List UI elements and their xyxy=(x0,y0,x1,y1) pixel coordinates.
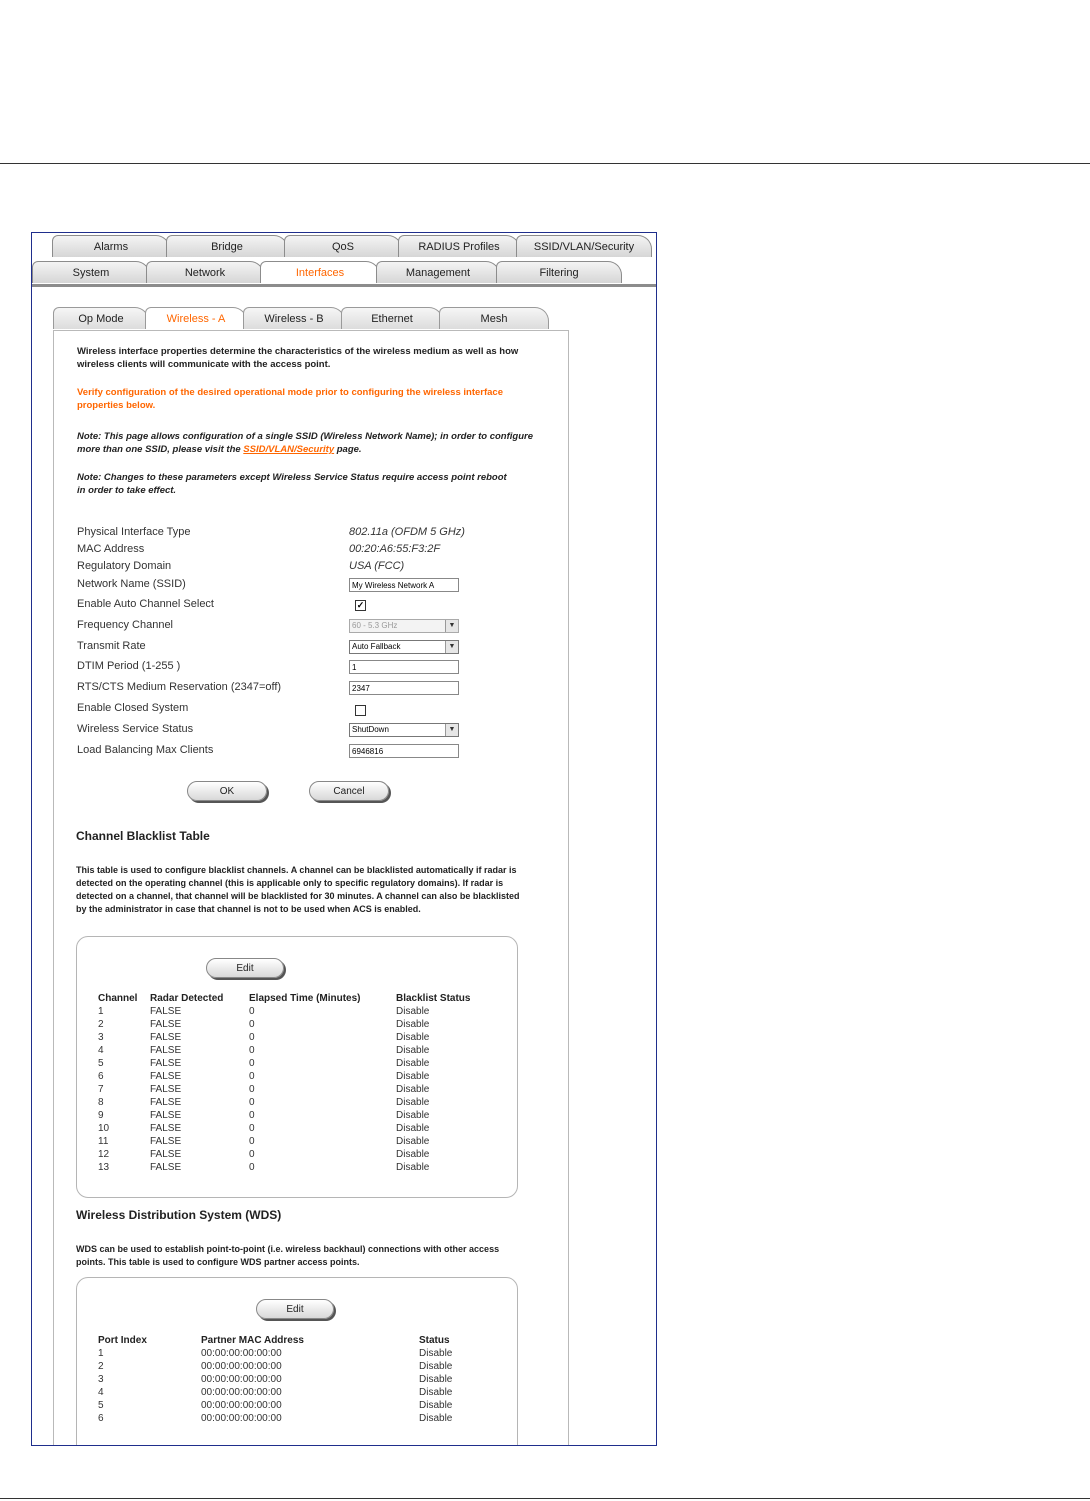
value-domain: USA (FCC) xyxy=(349,560,405,572)
subtab-wireless-a[interactable]: Wireless - A xyxy=(145,307,247,329)
lb-max-clients-input[interactable]: 6946816 xyxy=(349,744,459,758)
tab-network[interactable]: Network xyxy=(146,261,264,283)
blacklist-cell: FALSE xyxy=(150,1071,182,1082)
chevron-down-icon: ▼ xyxy=(445,620,458,632)
main-tab-row xyxy=(32,261,656,285)
tab-bridge[interactable]: Bridge xyxy=(166,235,288,257)
blacklist-cell: Disable xyxy=(396,1097,430,1108)
warning-text: Verify configuration of the desired operational mode prior to configuring the wireless interface properties below. xyxy=(77,387,503,411)
blacklist-cell: 0 xyxy=(249,1136,255,1147)
ssid-vlan-security-link[interactable]: SSID/VLAN/Security xyxy=(243,444,335,455)
blacklist-cell: Disable xyxy=(396,1019,430,1030)
closed-system-checkbox[interactable] xyxy=(355,705,366,716)
tab-system[interactable]: System xyxy=(32,261,150,283)
ok-button[interactable]: OK xyxy=(187,781,267,801)
wds-cell: Disable xyxy=(419,1413,453,1424)
note-ssid-after: page. xyxy=(334,444,362,455)
blacklist-cell: 0 xyxy=(249,1162,255,1173)
screenshot-frame xyxy=(31,232,657,1446)
blacklist-cell: 0 xyxy=(249,1071,255,1082)
subtab-mesh[interactable]: Mesh xyxy=(439,307,549,329)
service-status-value: ShutDown xyxy=(352,725,389,734)
wds-cell: 4 xyxy=(98,1387,104,1398)
blacklist-cell: Disable xyxy=(396,1045,430,1056)
blacklist-header: Blacklist Status xyxy=(396,993,471,1004)
wds-cell: Disable xyxy=(419,1387,453,1398)
blacklist-cell: Disable xyxy=(396,1110,430,1121)
blacklist-header: Elapsed Time (Minutes) xyxy=(249,993,361,1004)
blacklist-cell: FALSE xyxy=(150,1123,182,1134)
cancel-button[interactable]: Cancel xyxy=(309,781,389,801)
wds-cell: 00:00:00:00:00:00 xyxy=(201,1413,282,1424)
blacklist-cell: 0 xyxy=(249,1032,255,1043)
subtab-ethernet[interactable]: Ethernet xyxy=(341,307,443,329)
label-lb: Load Balancing Max Clients xyxy=(77,744,214,756)
blacklist-cell: Disable xyxy=(396,1071,430,1082)
blacklist-cell: 13 xyxy=(98,1162,110,1173)
blacklist-cell: FALSE xyxy=(150,1032,182,1043)
subtab-wireless-b[interactable]: Wireless - B xyxy=(243,307,345,329)
wds-cell: 00:00:00:00:00:00 xyxy=(201,1361,282,1372)
page-top-rule xyxy=(0,163,1090,164)
blacklist-cell: 0 xyxy=(249,1019,255,1030)
intro-text: Wireless interface properties determine the characteristics of the wireless medium as well as how wireless clients will communicate with the access point. xyxy=(77,346,519,370)
chevron-down-icon: ▼ xyxy=(445,724,458,736)
page-bottom-rule xyxy=(0,1498,1090,1499)
blacklist-cell: FALSE xyxy=(150,1019,182,1030)
wds-cell: Disable xyxy=(419,1361,453,1372)
blacklist-cell: FALSE xyxy=(150,1097,182,1108)
label-freq: Frequency Channel xyxy=(77,619,174,631)
blacklist-cell: FALSE xyxy=(150,1110,182,1121)
blacklist-table-box xyxy=(76,936,518,1198)
rts-input[interactable]: 2347 xyxy=(349,681,459,695)
wds-cell: 6 xyxy=(98,1413,104,1424)
label-rts: RTS/CTS Medium Reservation (2347=off) xyxy=(77,681,282,693)
wds-header: Partner MAC Address xyxy=(201,1335,304,1346)
value-phy-type: 802.11a (OFDM 5 GHz) xyxy=(349,526,465,538)
blacklist-cell: FALSE xyxy=(150,1162,182,1173)
wds-cell: Disable xyxy=(419,1374,453,1385)
blacklist-cell: 0 xyxy=(249,1149,255,1160)
blacklist-header: Radar Detected xyxy=(150,993,224,1004)
blacklist-cell: 1 xyxy=(98,1006,104,1017)
blacklist-description: This table is used to configure blacklist channels. A channel can be blacklisted automatically if radar is detected on the operating channel (this is applicable only to specific regulatory domains). If radar is detected on a channel, that channel will be blacklisted for 30 minutes. A channel can also be blacklisted by the administrator in case that channel is not to be used when ACS is enabled. xyxy=(76,865,520,914)
wds-cell: 00:00:00:00:00:00 xyxy=(201,1400,282,1411)
ssid-input[interactable]: My Wireless Network A xyxy=(349,578,459,592)
frequency-channel-select[interactable] xyxy=(349,619,459,633)
blacklist-cell: FALSE xyxy=(150,1006,182,1017)
wds-cell: 2 xyxy=(98,1361,104,1372)
blacklist-cell: FALSE xyxy=(150,1045,182,1056)
blacklist-cell: 5 xyxy=(98,1058,104,1069)
value-mac: 00:20:A6:55:F3:2F xyxy=(349,543,441,555)
blacklist-cell: 6 xyxy=(98,1071,104,1082)
tab-alarms[interactable]: Alarms xyxy=(52,235,170,257)
blacklist-cell: 12 xyxy=(98,1149,110,1160)
frequency-channel-value: 60 - 5.3 GHz xyxy=(352,621,398,630)
blacklist-cell: FALSE xyxy=(150,1058,182,1069)
label-rate: Transmit Rate xyxy=(77,640,146,652)
blacklist-cell: Disable xyxy=(396,1162,430,1173)
wds-description: WDS can be used to establish point-to-point (i.e. wireless backhaul) connections with other access points. This table is used to configure WDS partner access points. xyxy=(76,1244,500,1267)
label-dtim: DTIM Period (1-255 ) xyxy=(77,660,181,672)
blacklist-title: Channel Blacklist Table xyxy=(76,829,210,843)
wds-cell: 00:00:00:00:00:00 xyxy=(201,1348,282,1359)
wds-cell: Disable xyxy=(419,1400,453,1411)
label-service-status: Wireless Service Status xyxy=(77,723,194,735)
wds-header: Status xyxy=(419,1335,450,1346)
subtab-op-mode[interactable]: Op Mode xyxy=(53,307,149,329)
wds-cell: 3 xyxy=(98,1374,104,1385)
tab-filtering[interactable]: Filtering xyxy=(496,261,622,283)
blacklist-cell: Disable xyxy=(396,1006,430,1017)
label-auto-channel: Enable Auto Channel Select xyxy=(77,598,214,610)
tab-qos[interactable]: QoS xyxy=(284,235,402,257)
blacklist-cell: Disable xyxy=(396,1084,430,1095)
blacklist-cell: 0 xyxy=(249,1097,255,1108)
blacklist-cell: 8 xyxy=(98,1097,104,1108)
blacklist-cell: Disable xyxy=(396,1136,430,1147)
blacklist-cell: 4 xyxy=(98,1045,104,1056)
blacklist-cell: 7 xyxy=(98,1084,104,1095)
blacklist-cell: 2 xyxy=(98,1019,104,1030)
wds-cell: 1 xyxy=(98,1348,104,1359)
transmit-rate-value: Auto Fallback xyxy=(352,642,401,651)
blacklist-cell: Disable xyxy=(396,1123,430,1134)
label-closed-system: Enable Closed System xyxy=(77,702,189,714)
wds-title: Wireless Distribution System (WDS) xyxy=(76,1208,282,1222)
note-reboot: Note: Changes to these parameters except Wireless Service Status require access point reboot in order to take effect. xyxy=(77,472,507,496)
blacklist-edit-button[interactable]: Edit xyxy=(206,958,284,978)
wds-header: Port Index xyxy=(98,1335,147,1346)
transmit-rate-select[interactable] xyxy=(349,640,459,654)
tab-management[interactable]: Management xyxy=(376,261,500,283)
wds-edit-button[interactable]: Edit xyxy=(256,1299,334,1319)
top-tab-row xyxy=(32,235,656,259)
blacklist-cell: 0 xyxy=(249,1058,255,1069)
blacklist-cell: 0 xyxy=(249,1006,255,1017)
tab-interfaces[interactable]: Interfaces xyxy=(260,261,380,283)
dtim-input[interactable]: 1 xyxy=(349,660,459,674)
note-ssid xyxy=(77,430,542,456)
blacklist-cell: 0 xyxy=(249,1123,255,1134)
label-mac: MAC Address xyxy=(77,543,145,555)
tab-radius-profiles[interactable]: RADIUS Profiles xyxy=(398,235,520,257)
tab-bar-divider xyxy=(32,284,656,287)
blacklist-cell: 0 xyxy=(249,1045,255,1056)
blacklist-cell: 3 xyxy=(98,1032,104,1043)
blacklist-cell: FALSE xyxy=(150,1136,182,1147)
blacklist-header: Channel xyxy=(98,993,138,1004)
wds-cell: 5 xyxy=(98,1400,104,1411)
blacklist-cell: 10 xyxy=(98,1123,110,1134)
blacklist-cell: FALSE xyxy=(150,1084,182,1095)
blacklist-cell: 0 xyxy=(249,1110,255,1121)
blacklist-cell: 9 xyxy=(98,1110,104,1121)
wds-cell: 00:00:00:00:00:00 xyxy=(201,1387,282,1398)
wds-cell: 00:00:00:00:00:00 xyxy=(201,1374,282,1385)
blacklist-cell: 11 xyxy=(98,1136,109,1147)
blacklist-cell: FALSE xyxy=(150,1149,182,1160)
blacklist-cell: Disable xyxy=(396,1149,430,1160)
chevron-down-icon: ▼ xyxy=(445,641,458,653)
blacklist-cell: 0 xyxy=(249,1084,255,1095)
wds-cell: Disable xyxy=(419,1348,453,1359)
blacklist-cell: Disable xyxy=(396,1032,430,1043)
note-ssid-before: Note: This page allows configuration of a single SSID (Wireless Network Name); in order to configure more than one SSID, please visit the xyxy=(77,431,533,455)
label-ssid: Network Name (SSID) xyxy=(77,578,186,590)
tab-ssid-vlan-security[interactable]: SSID/VLAN/Security xyxy=(516,235,652,257)
label-domain: Regulatory Domain xyxy=(77,560,172,572)
auto-channel-checkbox[interactable]: ✓ xyxy=(356,600,365,610)
label-phy-type: Physical Interface Type xyxy=(77,526,191,538)
blacklist-cell: Disable xyxy=(396,1058,430,1069)
service-status-select[interactable] xyxy=(349,723,459,737)
